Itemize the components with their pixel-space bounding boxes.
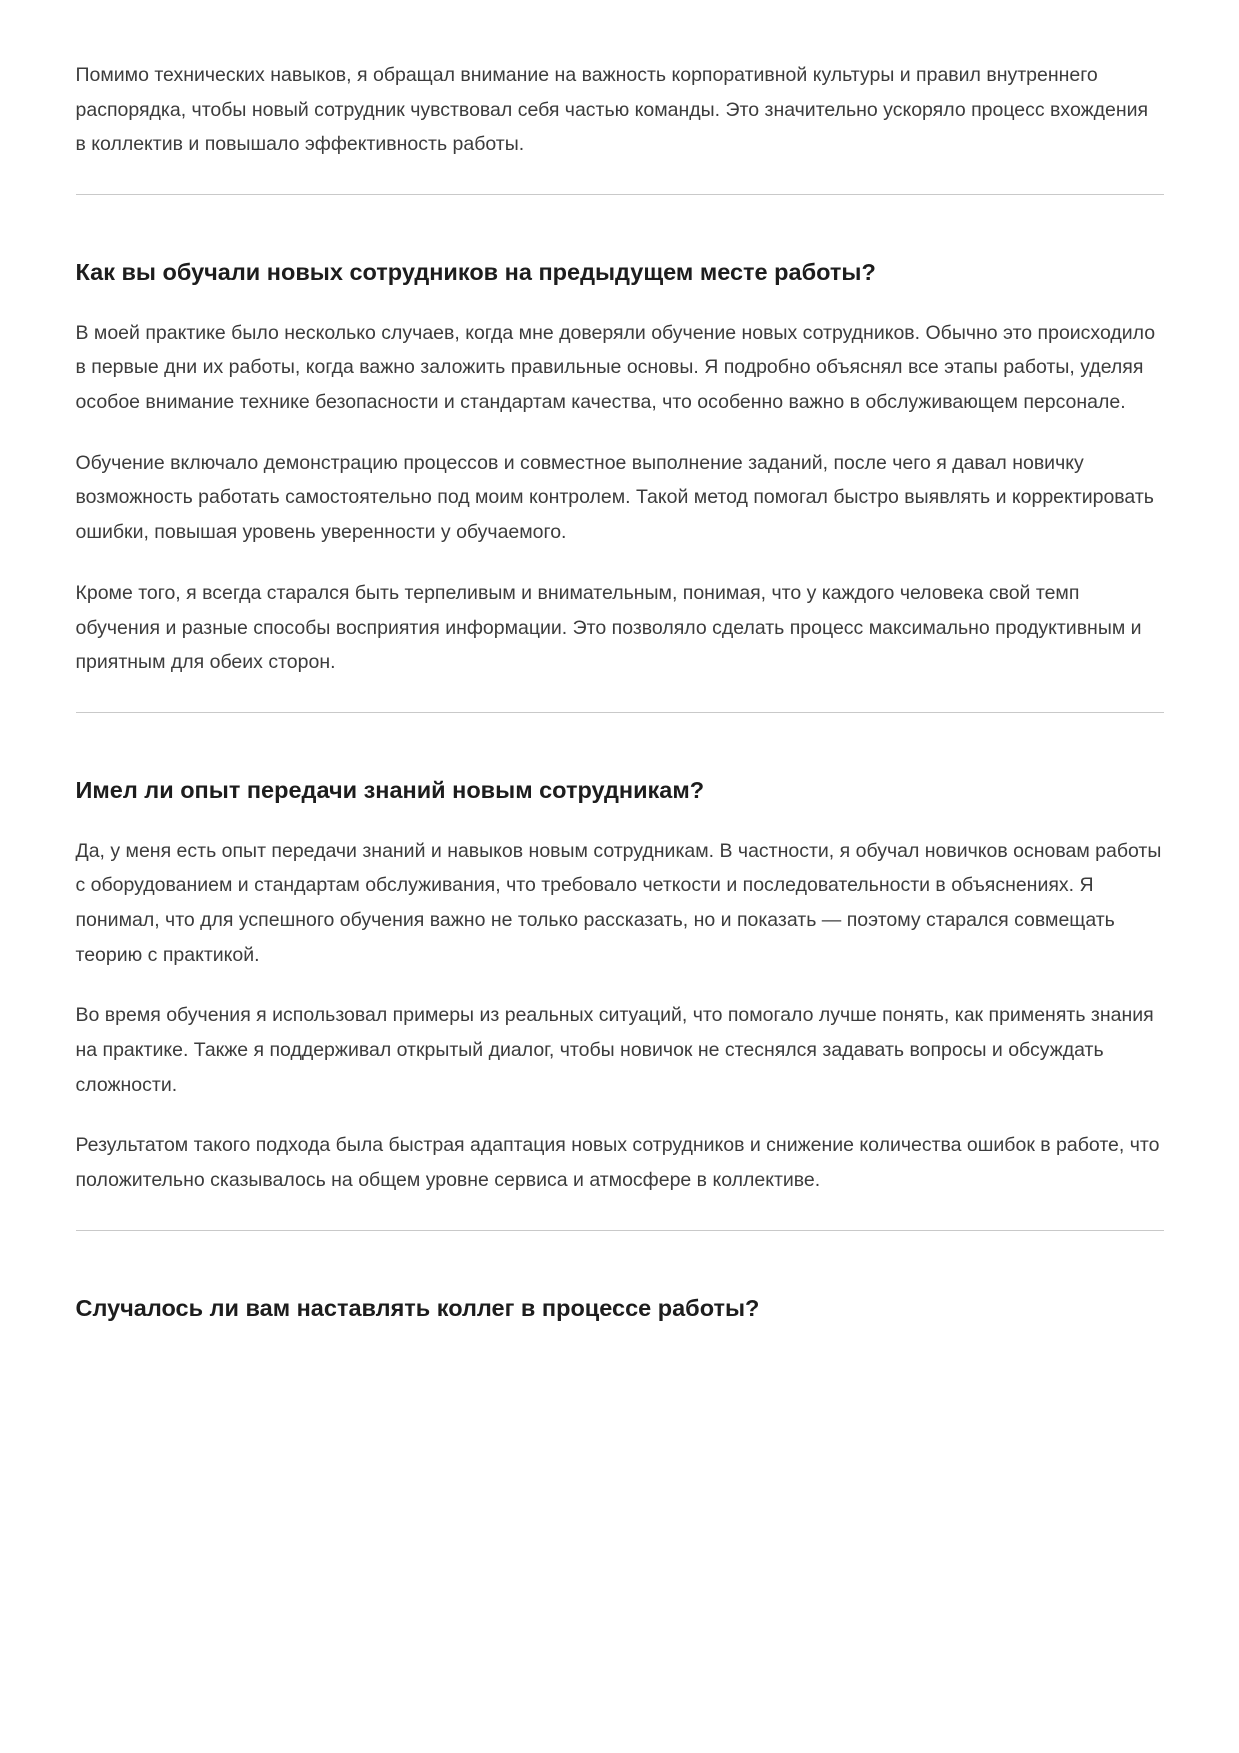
section-heading: Случалось ли вам наставлять коллег в процессе работы? [75,1294,760,1321]
section-divider [76,194,1164,195]
paragraph: Результатом такого подхода была быстрая адаптация новых сотрудников и снижение количества ошибок в работе, что положительно сказывалось на общем уровне сервиса и атмосфере в коллективе. [75,1134,1160,1192]
section-heading: Имел ли опыт передачи знаний новым сотрудникам? [75,776,705,803]
paragraph: Обучение включало демонстрацию процессов и совместное выполнение заданий, после чего я давал новичку возможность работать самостоятельно под моим контролем. Такой метод помогал быстро выявлять и корректировать ошибки, повышая уровень уверенности у обучаемого. [75,451,1154,544]
section-knowledge-transfer [76,775,1164,1198]
paragraph: В моей практике было несколько случаев, когда мне доверяли обучение новых сотрудников. Обычно это происходило в первые дни их работы, когда важно заложить правильные основы. Я подробно объяснял все этапы работы, уделяя особое внимание технике безопасности и стандартам качества, что особенно важно в обслуживающем персонале. [75,321,1156,414]
paragraph: Кроме того, я всегда старался быть терпеливым и внимательным, понимая, что у каждого человека свой темп обучения и разные способы восприятия информации. Это позволяло сделать процесс максимально продуктивным и приятным для обеих сторон. [75,581,1142,674]
section-divider [76,1230,1164,1231]
intro-paragraph: Помимо технических навыков, я обращал внимание на важность корпоративной культуры и правил внутреннего распорядка, чтобы новый сотрудник чувствовал себя частью команды. Это значительно ускоряло процесс вхождения в коллектив и повышало эффективность работы. [75,64,1149,156]
section-training-new-employees [76,257,1164,680]
section-divider [76,712,1164,713]
section-mentoring-colleagues [76,1293,1164,1324]
section-heading: Как вы обучали новых сотрудников на предыдущем месте работы? [75,259,876,286]
document-content [76,0,1164,1391]
paragraph: Во время обучения я использовал примеры из реальных ситуаций, что помогало лучше понять, как применять знания на практике. Также я поддерживал открытый диалог, чтобы новичок не стеснялся задавать вопросы и обсуждать сложности. [75,1004,1154,1096]
paragraph: Да, у меня есть опыт передачи знаний и навыков новым сотрудникам. В частности, я обучал новичков основам работы с оборудованием и стандартам обслуживания, что требовало четкости и последовательности в объяснениях. Я понимал, что для успешного обучения важно не только рассказать, но и показать — поэтому старался совмещать теорию с практикой. [75,839,1162,966]
